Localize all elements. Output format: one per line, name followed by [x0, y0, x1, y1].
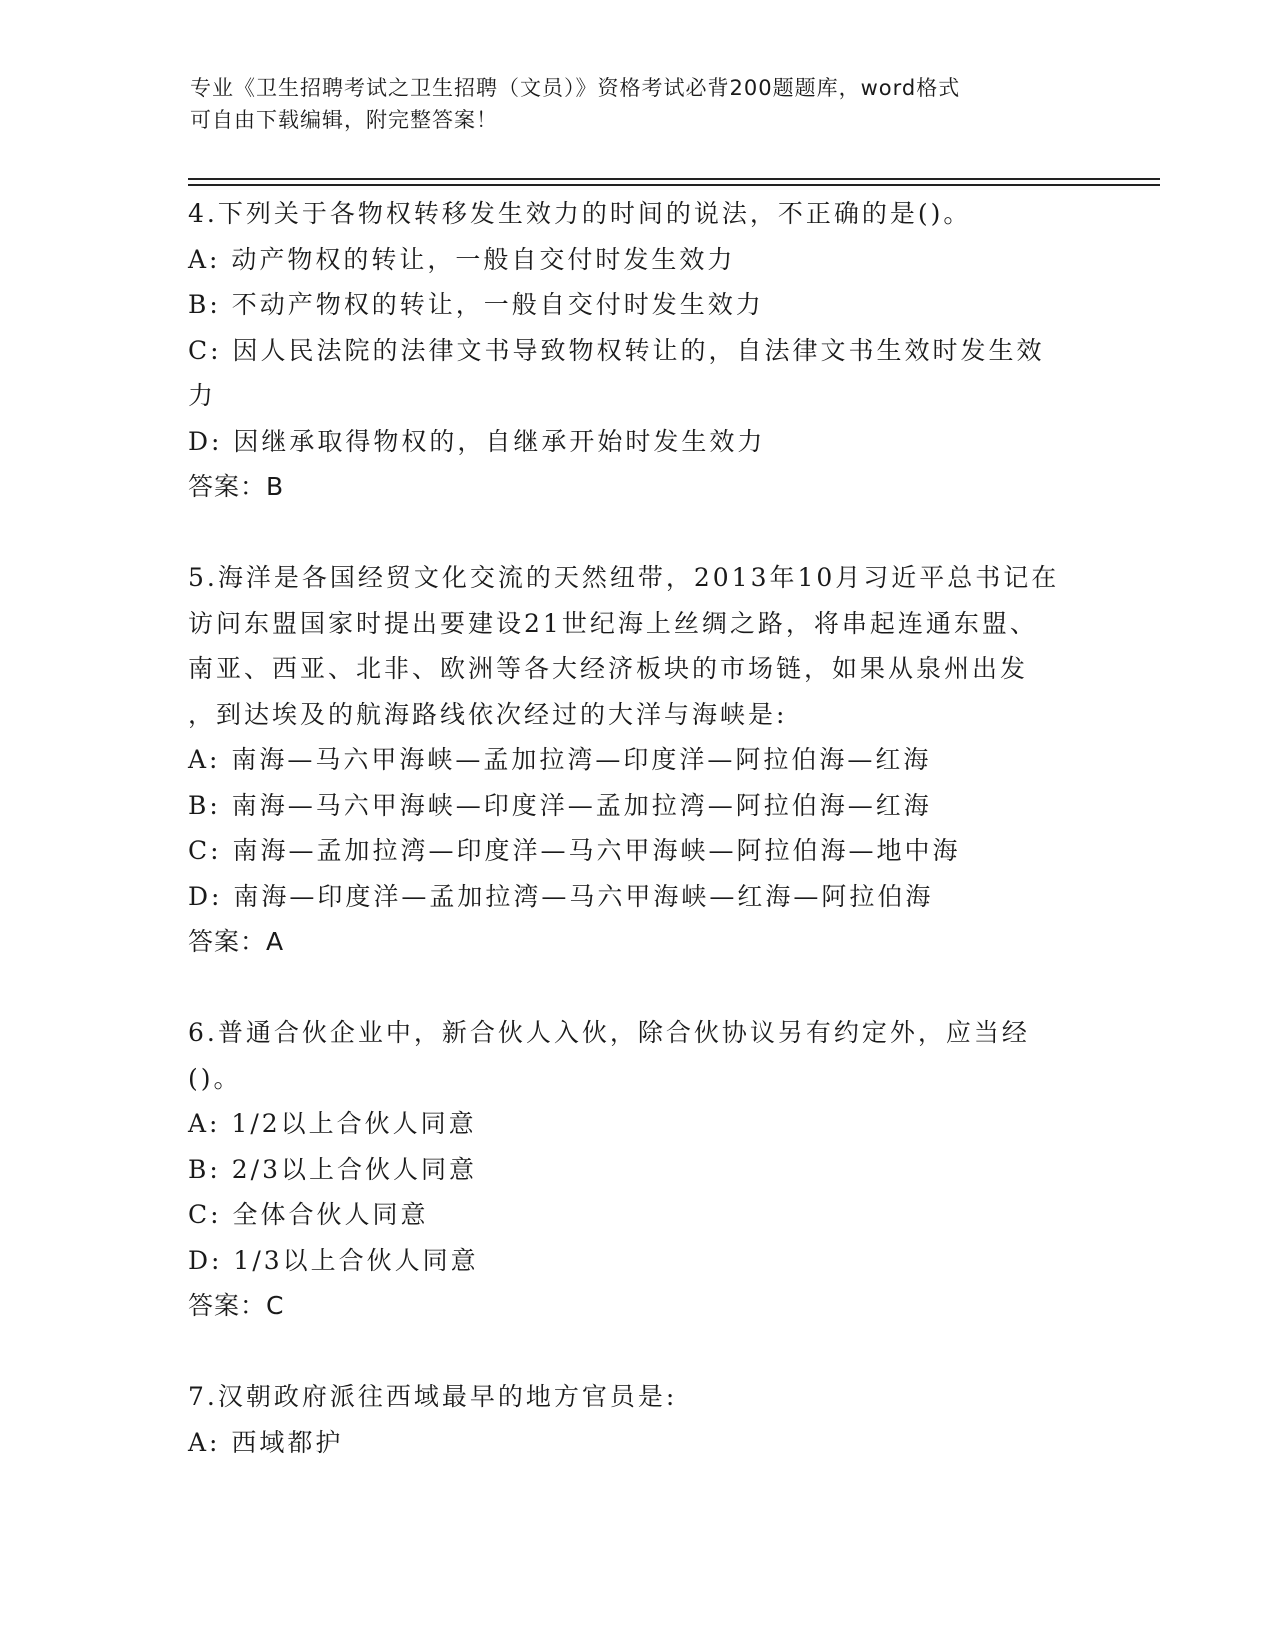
option-d: D: 南海—印度洋—孟加拉湾—马六甲海峡—红海—阿拉伯海: [188, 881, 934, 911]
question-stem: 4.下列关于各物权转移发生效力的时间的说法，不正确的是()。: [188, 199, 972, 228]
question-stem: 6.普通合伙企业中，新合伙人入伙，除合伙协议另有约定外，应当经: [188, 1018, 1030, 1047]
option-c-continued: 力: [188, 381, 217, 410]
option-d: D: 1/3以上合伙人同意: [188, 1245, 479, 1275]
question-list: [188, 191, 1088, 1511]
option-a: A: 南海—马六甲海峡—孟加拉湾—印度洋—阿拉伯海—红海: [188, 745, 932, 774]
option-d: D: 因继承取得物权的，自继承开始时发生效力: [188, 426, 766, 456]
question-stem: 5.海洋是各国经贸文化交流的天然纽带，2013年10月习近平总书记在: [188, 563, 1060, 592]
question-4: [188, 191, 1088, 510]
option-b: B: 南海—马六甲海峡—印度洋—孟加拉湾—阿拉伯海—红海: [188, 790, 932, 820]
question-stem-continued: 访问东盟国家时提出要建设21世纪海上丝绸之路，将串起连通东盟、: [188, 608, 1038, 638]
option-b: B: 2/3以上合伙人同意: [188, 1154, 477, 1184]
option-a: A: 西域都护: [188, 1427, 344, 1457]
document-header: [190, 72, 1090, 136]
option-a: A: 1/2以上合伙人同意: [188, 1109, 477, 1138]
answer-label: 答案：B: [188, 472, 285, 501]
option-c: C: 南海—孟加拉湾—印度洋—马六甲海峡—阿拉伯海—地中海: [188, 836, 961, 865]
option-c: C: 全体合伙人同意: [188, 1200, 429, 1229]
question-6: [188, 1010, 1088, 1329]
option-b: B: 不动产物权的转让，一般自交付时发生效力: [188, 290, 764, 319]
answer-label: 答案：C: [188, 1291, 285, 1320]
option-c: C: 因人民法院的法律文书导致物权转让的，自法律文书生效时发生效: [188, 335, 1045, 365]
question-stem-continued: 南亚、西亚、北非、欧洲等各大经济板块的市场链，如果从泉州出发: [188, 654, 1029, 683]
header-line-2: 可自由下载编辑，附完整答案！: [190, 108, 498, 132]
answer-label: 答案：A: [188, 927, 285, 956]
question-stem-continued: ()。: [188, 1063, 242, 1093]
question-stem: 7.汉朝政府派往西域最早的地方官员是:: [188, 1382, 678, 1411]
question-7: [188, 1374, 1088, 1465]
header-line-1: 专业《卫生招聘考试之卫生招聘（文员）》资格考试必背200题题库，word格式: [190, 76, 961, 100]
question-stem-continued: ，到达埃及的航海路线依次经过的大洋与海峡是:: [188, 699, 788, 729]
header-divider-top: [188, 178, 1160, 180]
option-a: A: 动产物权的转让，一般自交付时发生效力: [188, 244, 736, 274]
header-divider-bottom: [188, 184, 1160, 186]
question-5: [188, 555, 1088, 965]
